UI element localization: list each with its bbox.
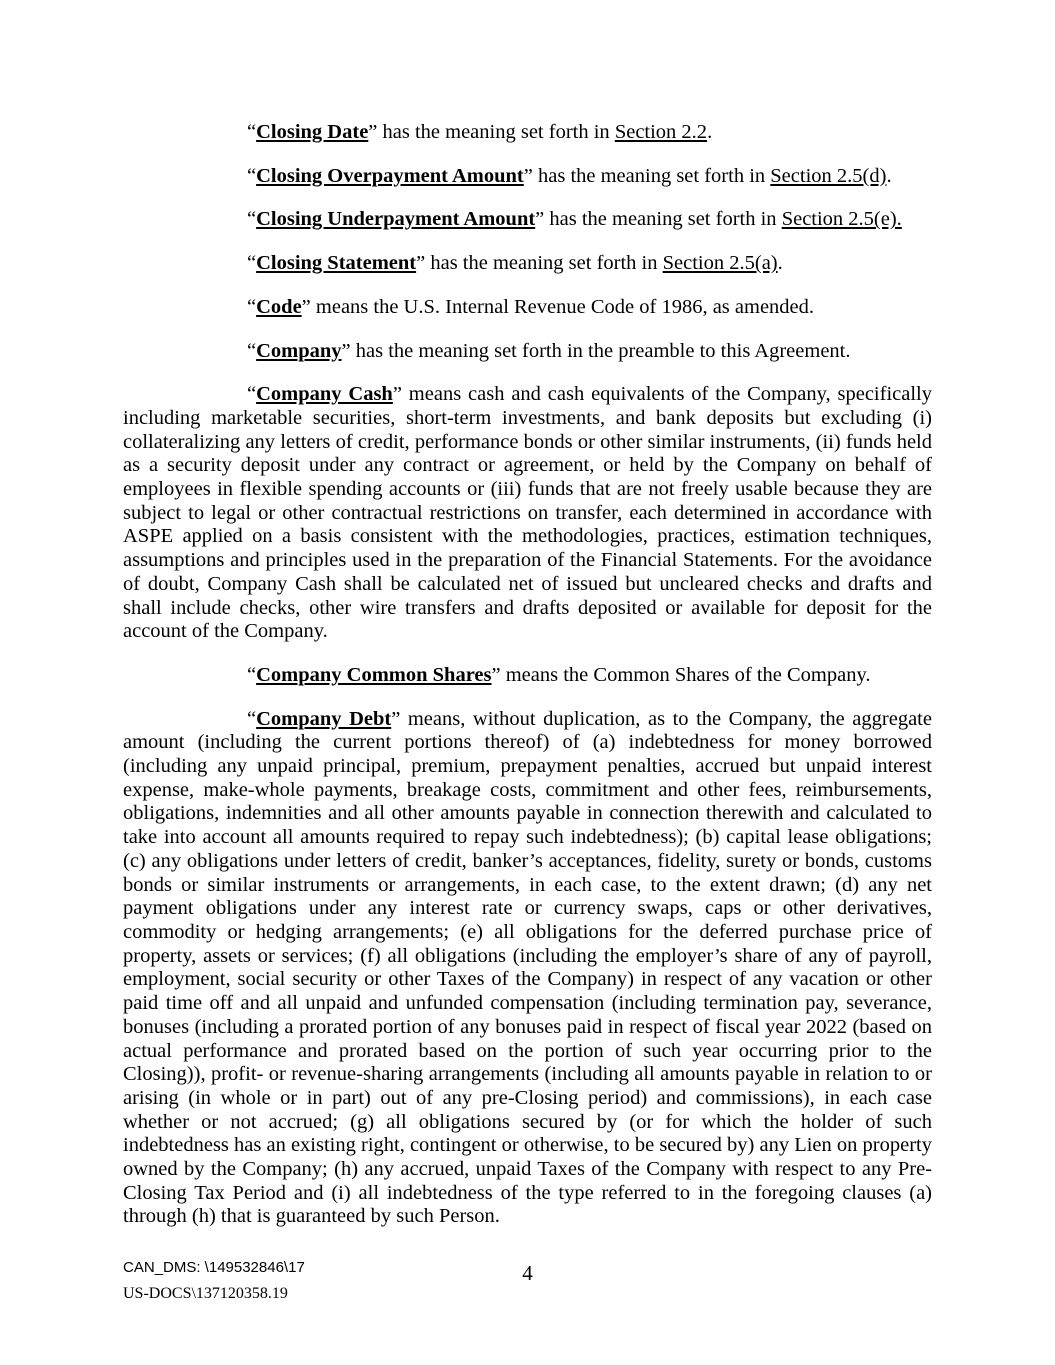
text-run: “	[247, 663, 257, 686]
defined-term: Company Cash	[256, 383, 393, 406]
text-run: “	[247, 339, 257, 362]
footer-doc-id-us-docs: US-DOCS\137120358.19	[123, 1285, 288, 1302]
text-run: ” has the meaning set forth in	[535, 208, 782, 231]
definition-paragraph-closing-date	[123, 121, 932, 145]
defined-term: Company	[256, 339, 342, 362]
defined-term: Closing Date	[256, 121, 369, 143]
text-run: “	[247, 252, 257, 275]
defined-term: Closing Statement	[256, 252, 417, 275]
section-reference: Section 2.2	[614, 121, 708, 143]
section-reference: Section 2.5(e).	[781, 208, 902, 231]
defined-term: Closing Overpayment Amount	[256, 164, 524, 187]
defined-term: Code	[256, 295, 302, 318]
footer-doc-id-can-dms: CAN_DMS: \149532846\17	[123, 1259, 305, 1276]
text-run: .	[886, 164, 892, 187]
definition-paragraph-code	[123, 296, 932, 320]
text-run: ” has the meaning set forth in	[368, 121, 615, 143]
defined-term: Company Common Shares	[256, 663, 492, 686]
definition-paragraph-company-common-shares	[123, 664, 932, 688]
page-number: 4	[522, 1261, 533, 1285]
definition-paragraph-closing-underpayment-amount	[123, 208, 932, 232]
text-run: “	[247, 208, 257, 231]
text-run: ” has the meaning set forth in the preamble to this Agreement.	[341, 339, 851, 362]
definition-paragraph-closing-statement	[123, 252, 932, 276]
text-run: “	[247, 295, 257, 318]
definition-paragraph-company	[123, 340, 932, 364]
definition-paragraph-company-debt	[123, 708, 932, 1229]
definition-paragraph-closing-overpayment-amount	[123, 165, 932, 189]
text-run: .	[777, 252, 783, 275]
document-body	[123, 121, 932, 1249]
defined-term: Company Debt	[256, 707, 392, 730]
text-run: ” has the meaning set forth in	[523, 164, 771, 187]
text-run: “	[247, 707, 257, 730]
text-run: .	[707, 121, 713, 143]
text-run: “	[247, 164, 257, 187]
section-reference: Section 2.5(d)	[770, 164, 887, 187]
text-run: ” means, without duplication, as to the Company, the aggregate amount (including the current portions thereof) of (a) indebtedness for money borrowed (including any unpaid principal, premium, prepayment penalties, accrued but unpaid interest expense, make-whole payments, breakage costs, commitment and other fees, reimbursements, obligations, indemnities and all other amounts payable in connection therewith and calculated to take into account all amounts required to repay such indebtedness); (b) capital lease obligations; (c) any obligations under letters of credit, banker’s acceptances, fidelity, surety or bonds, customs bonds or similar instruments or arrangements, in each case, to the extent drawn; (d) any net payment obligations under any interest rate or currency swaps, caps or other derivatives, commodity or hedging arrangements; (e) all obligations for the deferred purchase price of property, assets or services; (f) all obligations (including the employer’s share of any of payroll, employment, social security or other Taxes of the Company) in respect of any vacation or other paid time off and all unpaid and unfunded compensation (including termination pay, severance, bonuses (including a prorated portion of any bonuses paid in respect of fiscal year 2022 (based on actual performance and prorated based on the portion of such year occurring prior to the Closing)), profit- or revenue-sharing arrangements (including all amounts payable in relation to or arising (in whole or in part) out of any pre-Closing period) and commissions), in each case whether or not accrued; (g) all obligations secured by (or for which the holder of such indebtedness has an existing right, contingent or otherwise, to be secured by) any Lien on property owned by the Company; (h) any accrued, unpaid Taxes of the Company with respect to any Pre-Closing Tax Period and (i) all indebtedness of the type referred to in the foregoing clauses (a) through (h) that is guaranteed by such Person.	[123, 707, 932, 1228]
section-reference: Section 2.5(a)	[662, 252, 778, 275]
text-run: ” has the meaning set forth in	[416, 252, 663, 275]
text-run: ” means the Common Shares of the Company.	[491, 663, 871, 686]
text-run: “	[247, 121, 257, 143]
text-run: ” means the U.S. Internal Revenue Code of 1986, as amended.	[301, 295, 815, 318]
text-run: “	[247, 383, 257, 406]
definition-paragraph-company-cash	[123, 383, 932, 644]
defined-term: Closing Underpayment Amount	[256, 208, 536, 231]
text-run: ” means cash and cash equivalents of the Company, specifically including marketable securities, short-term investments, and bank deposits but excluding (i) collateralizing any letters of credit, performance bonds or other similar instruments, (ii) funds held as a security deposit under any contract or agreement, or held by the Company on behalf of employees in flexible spending accounts or (iii) funds that are not freely usable because they are subject to legal or other contractual restrictions on transfer, each determined in accordance with ASPE applied on a basis consistent with the methodologies, practices, estimation techniques, assumptions and principles used in the preparation of the Financial Statements. For the avoidance of doubt, Company Cash shall be calculated net of issued but uncleared checks and drafts and shall include checks, other wire transfers and drafts deposited or available for deposit for the account of the Company.	[123, 383, 932, 643]
